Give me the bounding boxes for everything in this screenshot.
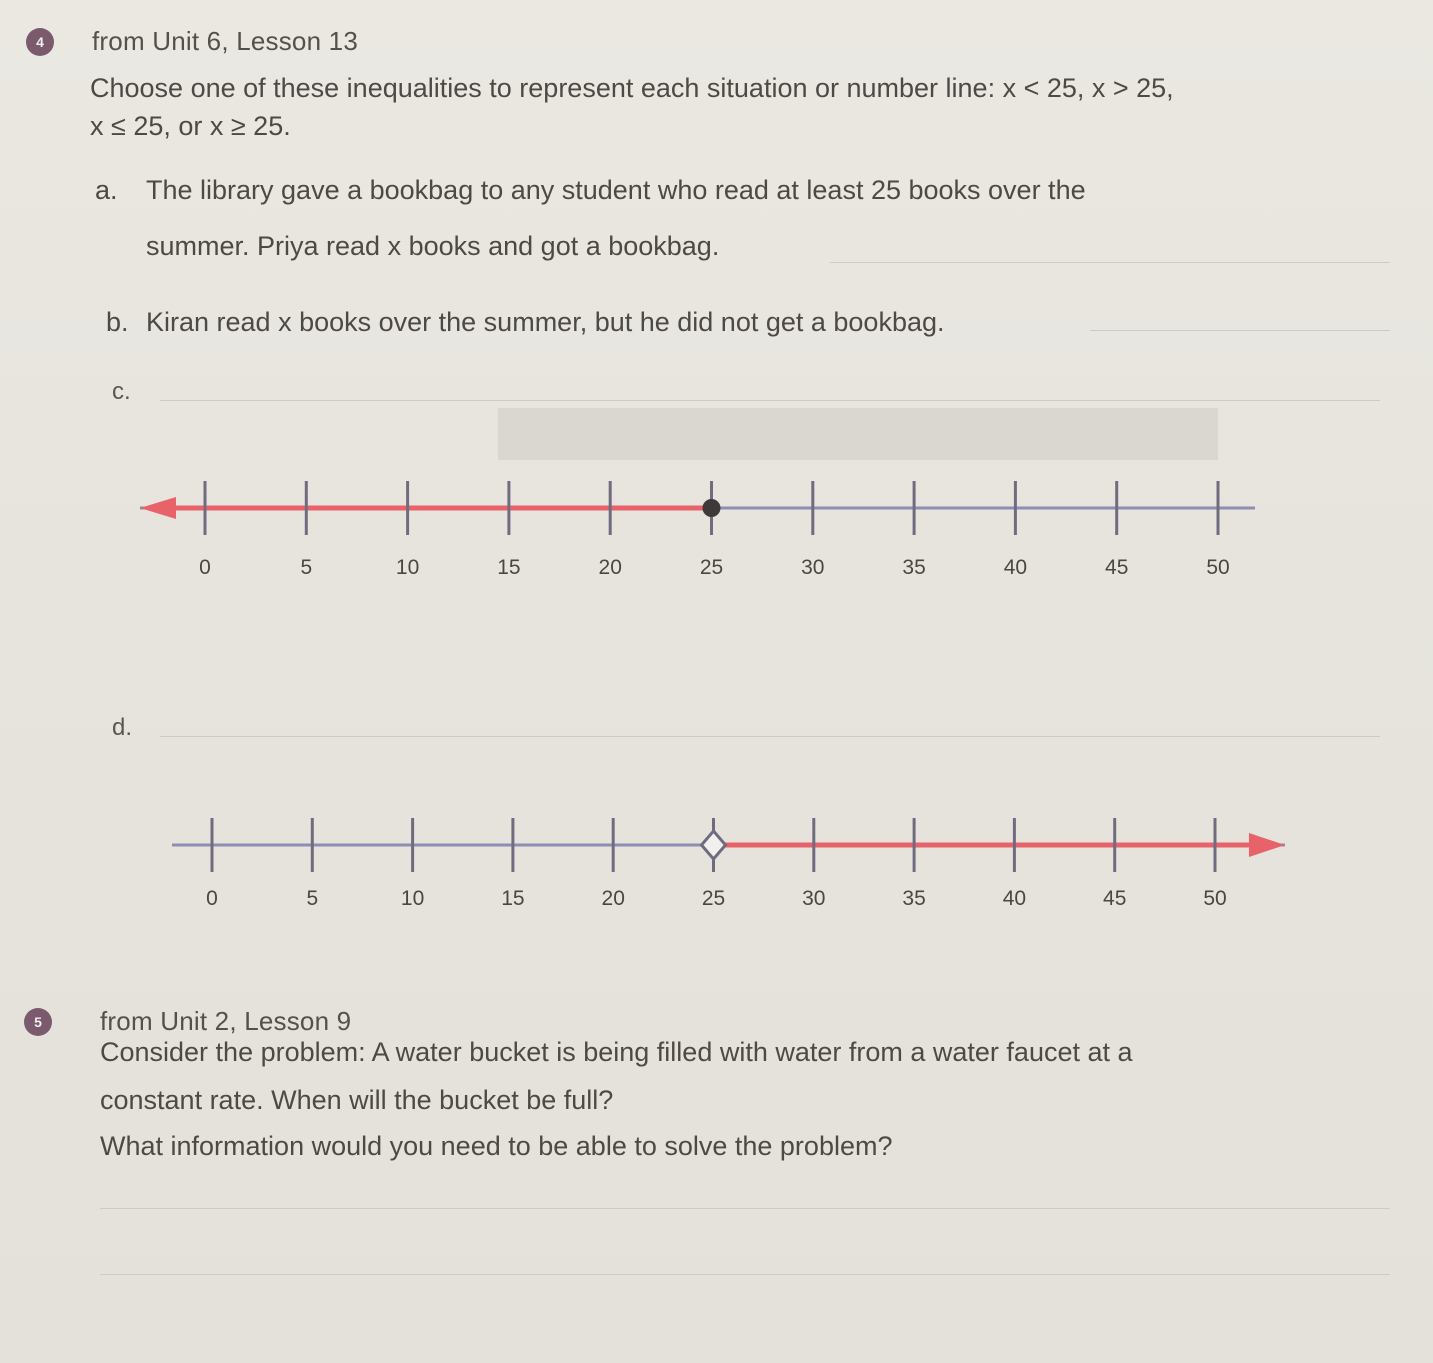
number-line-c-tick-label: 0: [199, 556, 211, 579]
number-line-d-tick-label: 15: [501, 887, 525, 910]
number-line-d-tick-label: 0: [206, 887, 218, 910]
number-line-c-tick-label: 45: [1105, 556, 1129, 579]
part-a-label: a.: [95, 175, 118, 205]
answer-line-5b: [100, 1274, 1390, 1275]
problem-5-prompt-line2: constant rate. When will the bucket be full?: [100, 1085, 614, 1115]
part-b-text: Kiran read x books over the summer, but he did not get a bookbag.: [146, 307, 945, 337]
problem-4-prompt-line2: x ≤ 25, or x ≥ 25.: [90, 111, 291, 141]
part-a-line1: The library gave a bookbag to any student who read at least 25 books over the: [146, 175, 1086, 205]
problem-5-question: What information would you need to be able to solve the problem?: [100, 1131, 893, 1161]
number-line-c-closed-point: [703, 499, 721, 517]
number-line-d-tick-label: 30: [802, 887, 826, 910]
number-line-c-tick-label: 35: [902, 556, 926, 579]
answer-line-5a: [100, 1208, 1390, 1209]
number-line-c-arrow: [140, 497, 176, 519]
number-line-d-tick-label: 50: [1203, 887, 1227, 910]
number-line-c-tick-label: 20: [598, 556, 622, 579]
number-line-d-tick-label: 5: [306, 887, 319, 910]
number-line-d-tick-label: 10: [400, 887, 425, 910]
number-line-d-arrow: [1249, 833, 1285, 857]
problem-number-badge: 5: [24, 1008, 52, 1036]
number-line-d-tick-label: 20: [601, 887, 625, 910]
problem-4-prompt-line1: Choose one of these inequalities to represent each situation or number line: x < 25, x > 25,: [90, 73, 1174, 103]
number-line-c-tick-label: 5: [300, 556, 313, 579]
problem-5-prompt-line1: Consider the problem: A water bucket is being filled with water from a water faucet at a: [100, 1037, 1133, 1067]
number-line-c-tick-label: 10: [395, 556, 420, 579]
number-line-d-tick-label: 45: [1103, 887, 1127, 910]
number-line-d-tick-label: 40: [1002, 887, 1027, 910]
problem-5-heading: from Unit 2, Lesson 9: [100, 1006, 352, 1036]
number-line-c-tick-label: 30: [801, 556, 825, 579]
number-line-d-tick-label: 25: [701, 887, 726, 910]
part-c-label: c.: [112, 378, 131, 405]
number-line-c-tick-label: 40: [1003, 556, 1028, 579]
part-b-label: b.: [106, 307, 129, 337]
number-line-c-tick-label: 15: [497, 556, 521, 579]
number-line-d-tick-label: 35: [902, 887, 926, 910]
number-line-c-tick-label: 25: [699, 556, 724, 579]
part-a-line2: summer. Priya read x books and got a bookbag.: [146, 231, 720, 261]
part-d-label: d.: [112, 714, 133, 741]
problem-number-badge: 4: [26, 28, 54, 56]
number-line-d-open-point: [702, 831, 726, 859]
problem-4-heading: from Unit 6, Lesson 13: [92, 26, 358, 56]
number-line-c-tick-label: 50: [1206, 556, 1230, 579]
